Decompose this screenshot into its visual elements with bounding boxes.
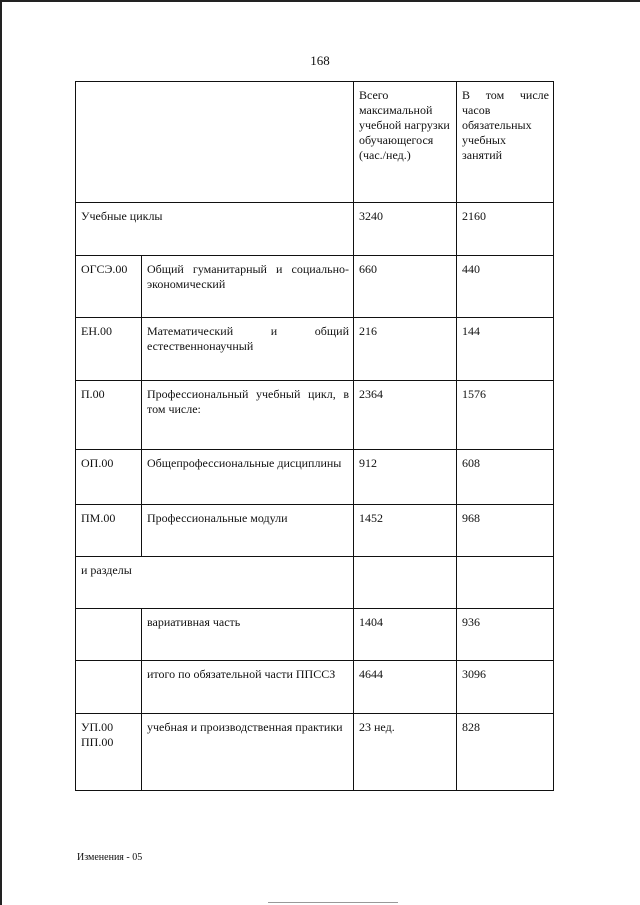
- row-total: 23 нед.: [354, 714, 457, 791]
- row-code: и разделы: [76, 557, 354, 609]
- row-mandatory: 440: [457, 256, 554, 318]
- header-mandatory-hours: В том числе часов обязательных учебных занятий: [457, 82, 554, 203]
- table-header-row: [76, 82, 554, 203]
- row-total: 2364: [354, 381, 457, 450]
- row-mandatory: 608: [457, 450, 554, 505]
- row-mandatory: 828: [457, 714, 554, 791]
- row-total: [354, 557, 457, 609]
- table-row: [76, 381, 554, 450]
- scan-edge-top: [0, 0, 640, 2]
- table-row: [76, 256, 554, 318]
- row-name: Общепрофессиональные дисциплины: [142, 450, 354, 505]
- table-row: [76, 609, 554, 661]
- row-mandatory: 968: [457, 505, 554, 557]
- table-row: [76, 318, 554, 381]
- table-row: [76, 505, 554, 557]
- table-row: [76, 557, 554, 609]
- header-total-hours: Всего максимальной учебной нагрузки обучающегося (час./нед.): [354, 82, 457, 203]
- row-name: Профессиональные модули: [142, 505, 354, 557]
- row-code: УП.00 ПП.00: [76, 714, 142, 791]
- row-mandatory: [457, 557, 554, 609]
- row-code: ЕН.00: [76, 318, 142, 381]
- header-empty-cell: [76, 82, 354, 203]
- table-row: [76, 661, 554, 714]
- row-mandatory: 144: [457, 318, 554, 381]
- row-name: Математический и общий естественнонаучный: [142, 318, 354, 381]
- row-total: 4644: [354, 661, 457, 714]
- row-total: 216: [354, 318, 457, 381]
- row-code: ПМ.00: [76, 505, 142, 557]
- row-mandatory: 2160: [457, 203, 554, 256]
- row-total: 3240: [354, 203, 457, 256]
- row-code: ОГСЭ.00: [76, 256, 142, 318]
- row-mandatory: 936: [457, 609, 554, 661]
- row-total: 660: [354, 256, 457, 318]
- page-number: 168: [310, 53, 330, 68]
- scan-edge-bottom: [268, 902, 398, 903]
- row-name: Общий гуманитарный и социально-экономический: [142, 256, 354, 318]
- row-code: ОП.00: [76, 450, 142, 505]
- row-name: Профессиональный учебный цикл, в том числе:: [142, 381, 354, 450]
- row-mandatory: 3096: [457, 661, 554, 714]
- row-name: учебная и производственная практики: [142, 714, 354, 791]
- row-code: [76, 661, 142, 714]
- row-name: вариативная часть: [142, 609, 354, 661]
- row-total: 912: [354, 450, 457, 505]
- row-total: 1452: [354, 505, 457, 557]
- row-mandatory: 1576: [457, 381, 554, 450]
- footer-revision-note: Изменения - 05: [77, 852, 143, 863]
- scan-edge-left: [0, 0, 2, 905]
- table-row: [76, 714, 554, 791]
- row-total: 1404: [354, 609, 457, 661]
- table-row: [76, 203, 554, 256]
- row-code: Учебные циклы: [76, 203, 354, 256]
- row-code: П.00: [76, 381, 142, 450]
- row-name: итого по обязательной части ППССЗ: [142, 661, 354, 714]
- table-row: [76, 450, 554, 505]
- row-code: [76, 609, 142, 661]
- curriculum-table: [75, 81, 554, 791]
